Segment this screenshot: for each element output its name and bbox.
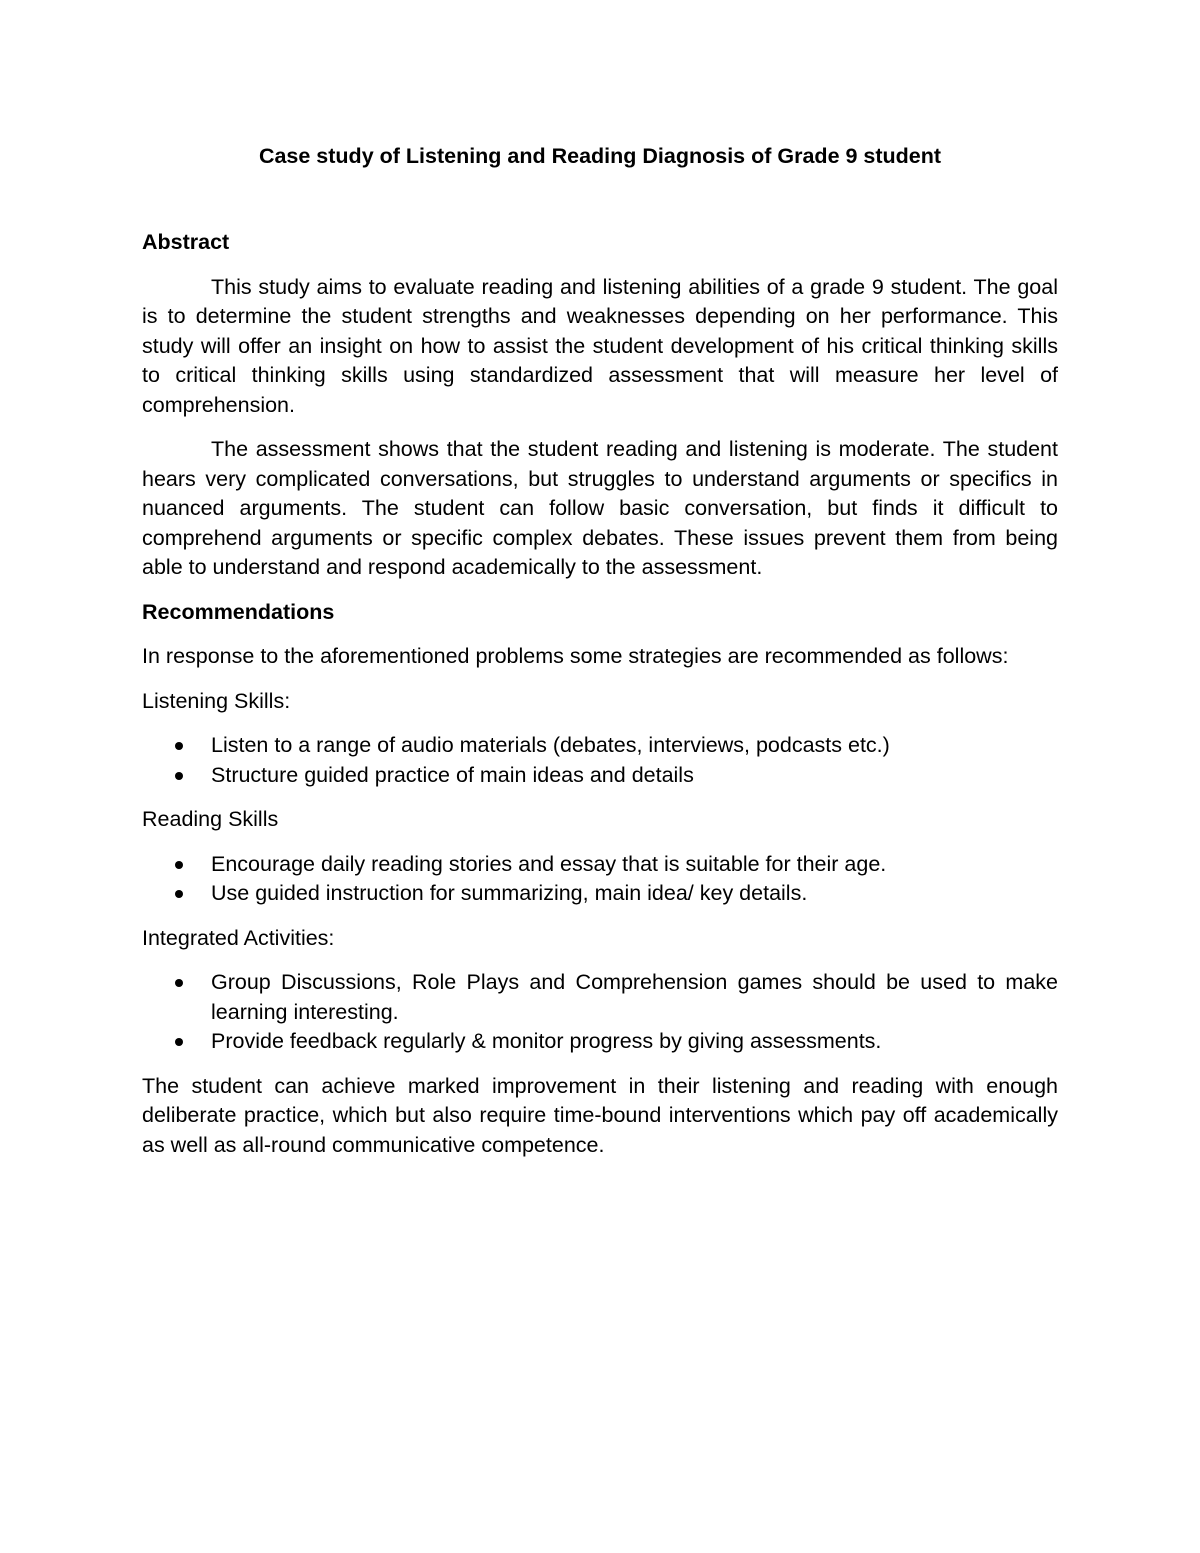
list-item <box>142 731 1058 761</box>
conclusion-paragraph: The student can achieve marked improvement in their listening and reading with enough deliberate practice, which but also require time-bound interventions which pay off academically as well as all-round communicative competence. <box>142 1073 1058 1157</box>
reading-skills-label: Reading Skills <box>142 807 279 831</box>
listening-skills-list <box>142 731 1058 790</box>
document-body <box>142 140 1058 1160</box>
list-item-text: Encourage daily reading stories and essay that is suitable for their age. <box>211 851 887 876</box>
bullet-icon <box>175 979 183 987</box>
bullet-icon <box>175 890 183 898</box>
list-item <box>142 879 1058 909</box>
abstract-paragraph-1: This study aims to evaluate reading and listening abilities of a grade 9 student. The goal is to determine the student strengths and weaknesses depending on her performance. This study will offer an insight on how to assist the student development of his critical thinking skills to critical thinking skills using standardized assessment that will measure her level of comprehension. <box>142 274 1058 417</box>
abstract-heading: Abstract <box>142 230 230 254</box>
recommendations-heading: Recommendations <box>142 599 335 624</box>
integrated-activities-list <box>142 968 1058 1057</box>
reading-skills-list <box>142 850 1058 909</box>
list-item-text: Provide feedback regularly & monitor progress by giving assessments. <box>211 1029 882 1053</box>
recommendations-intro: In response to the aforementioned problems some strategies are recommended as follows: <box>142 644 1009 668</box>
list-item-text: Use guided instruction for summarizing, main idea/ key details. <box>211 881 808 905</box>
bullet-icon <box>175 1038 183 1046</box>
integrated-activities-label: Integrated Activities: <box>142 925 335 950</box>
list-item-text: Group Discussions, Role Plays and Comprehension games should be used to make learning interesting. <box>211 970 1058 1024</box>
bullet-icon <box>175 861 183 869</box>
list-item <box>142 968 1058 1027</box>
list-item <box>142 761 1058 791</box>
abstract-paragraph-2: The assessment shows that the student reading and listening is moderate. The student hears very complicated conversations, but struggles to understand arguments or specifics in nuanced arguments. The student can follow basic conversation, but finds it difficult to comprehend arguments or specific complex debates. These issues prevent them from being able to understand and respond academically to the assessment. <box>142 437 1058 579</box>
bullet-icon <box>175 772 183 780</box>
list-item <box>142 1027 1058 1057</box>
bullet-icon <box>175 742 183 750</box>
list-item <box>142 850 1058 880</box>
list-item-text: Structure guided practice of main ideas and details <box>211 762 694 787</box>
listening-skills-label: Listening Skills: <box>142 688 291 713</box>
list-item-text: Listen to a range of audio materials (debates, interviews, podcasts etc.) <box>211 733 890 757</box>
document-title: Case study of Listening and Reading Diagnosis of Grade 9 student <box>258 144 942 168</box>
